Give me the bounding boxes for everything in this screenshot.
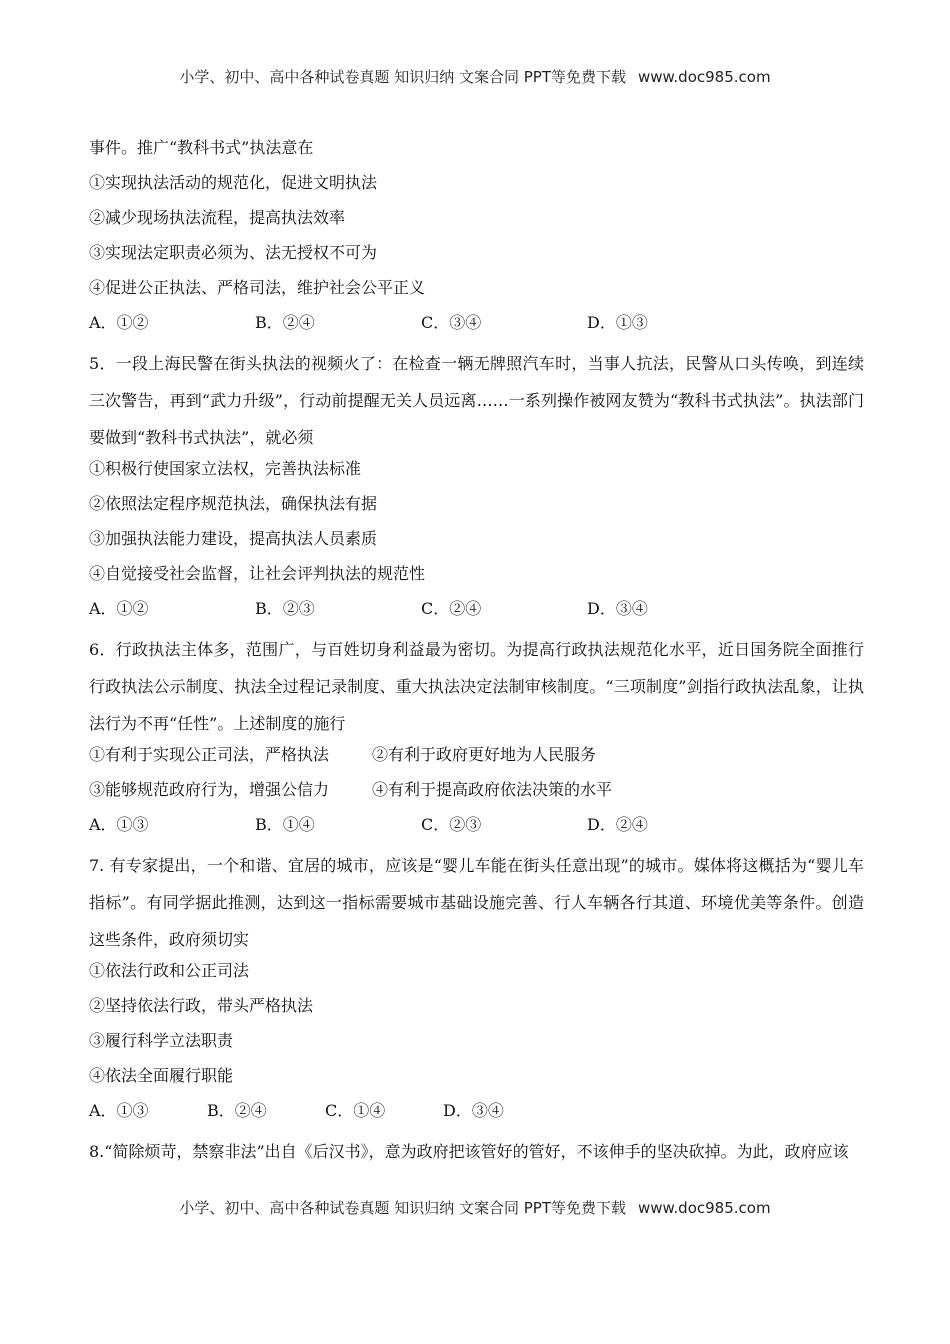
banner-site: www.doc985.com xyxy=(637,68,771,86)
choice-row xyxy=(89,742,864,777)
exam-content xyxy=(89,135,864,1170)
option-b: B．②③ xyxy=(255,599,315,618)
answer-options xyxy=(89,812,864,847)
option-b: B．②④ xyxy=(207,1101,267,1120)
choice-item: ③实现法定职责必须为、法无授权不可为 xyxy=(89,243,378,262)
choice-item: ②依照法定程序规范执法，确保执法有据 xyxy=(89,494,378,513)
choice-item: ②有利于政府更好地为人民服务 xyxy=(372,745,597,764)
choice-item: ④有利于提高政府依法决策的水平 xyxy=(372,780,613,799)
question-7 xyxy=(89,847,864,1133)
choice-item: ①有利于实现公正司法，严格执法 xyxy=(89,745,330,764)
option-d: D．③④ xyxy=(587,599,648,618)
option-c: C．②③ xyxy=(421,815,482,834)
question-stem: 5．一段上海民警在街头执法的视频火了：在检查一辆无牌照汽车时，当事人抗法，民警从口头传唤，到连续三次警告，再到“武力升级”，行动前提醒无关人员远离……一系列操作被网友赞为“教科书式执法”。执法部门要做到“教科书式执法”，就必须 xyxy=(89,354,864,447)
banner-text: 小学、初中、高中各种试卷真题 知识归纳 文案合同 PPT等免费下载 xyxy=(179,68,626,86)
option-d: D．②④ xyxy=(587,815,648,834)
option-a: A．①② xyxy=(89,599,149,618)
choice-item: ①实现执法活动的规范化，促进文明执法 xyxy=(89,173,378,192)
choice-item: ④促进公正执法、严格司法，维护社会公平正义 xyxy=(89,278,426,297)
footer-banner xyxy=(0,1197,950,1218)
question-4 xyxy=(89,135,864,345)
option-b: B．①④ xyxy=(255,815,315,834)
choice-item: ②坚持依法行政，带头严格执法 xyxy=(89,996,314,1015)
banner-text: 小学、初中、高中各种试卷真题 知识归纳 文案合同 PPT等免费下载 xyxy=(179,1199,626,1217)
answer-options xyxy=(89,310,864,345)
question-5 xyxy=(89,345,864,631)
choice-item: ③履行科学立法职责 xyxy=(89,1031,234,1050)
question-stem: 6．行政执法主体多，范围广，与百姓切身利益最为密切。为提高行政执法规范化水平，近日国务院全面推行行政执法公示制度、执法全过程记录制度、重大执法决定法制审核制度。“三项制度”剑指行政执法乱象，让执法行为不再“任性”。上述制度的施行 xyxy=(89,640,864,733)
choice-row xyxy=(89,777,864,812)
option-a: A．①③ xyxy=(89,1101,149,1120)
option-a: A．①③ xyxy=(89,815,149,834)
choice-item: ①积极行使国家立法权，完善执法标准 xyxy=(89,459,362,478)
option-b: B．②④ xyxy=(255,313,315,332)
question-8 xyxy=(89,1133,864,1170)
option-d: D．①③ xyxy=(587,313,648,332)
option-c: C．③④ xyxy=(421,313,482,332)
option-d: D．③④ xyxy=(443,1101,504,1120)
choice-item: ④自觉接受社会监督，让社会评判执法的规范性 xyxy=(89,564,426,583)
header-banner xyxy=(0,66,950,87)
option-c: C．①④ xyxy=(325,1101,386,1120)
choice-item: ③加强执法能力建设，提高执法人员素质 xyxy=(89,529,378,548)
question-stem-tail: 事件。推广“教科书式”执法意在 xyxy=(89,138,314,157)
answer-options xyxy=(89,596,864,631)
banner-site: www.doc985.com xyxy=(637,1199,771,1217)
choice-item: ④依法全面履行职能 xyxy=(89,1066,234,1085)
choice-item: ③能够规范政府行为，增强公信力 xyxy=(89,780,330,799)
question-6 xyxy=(89,631,864,847)
choice-item: ①依法行政和公正司法 xyxy=(89,961,250,980)
option-c: C．②④ xyxy=(421,599,482,618)
question-stem: 8.“简除烦苛，禁察非法”出自《后汉书》，意为政府把该管好的管好，不该伸手的坚决砍掉。为此，政府应该 xyxy=(89,1142,849,1161)
option-a: A．①② xyxy=(89,313,149,332)
answer-options xyxy=(89,1098,864,1133)
question-stem: 7. 有专家提出，一个和谐、宜居的城市，应该是“婴儿车能在街头任意出现”的城市。媒体将这概括为“婴儿车指标”。有同学据此推测，达到这一指标需要城市基础设施完善、行人车辆各行其道、环境优美等条件。创造这些条件，政府须切实 xyxy=(89,856,864,949)
choice-item: ②减少现场执法流程，提高执法效率 xyxy=(89,208,346,227)
